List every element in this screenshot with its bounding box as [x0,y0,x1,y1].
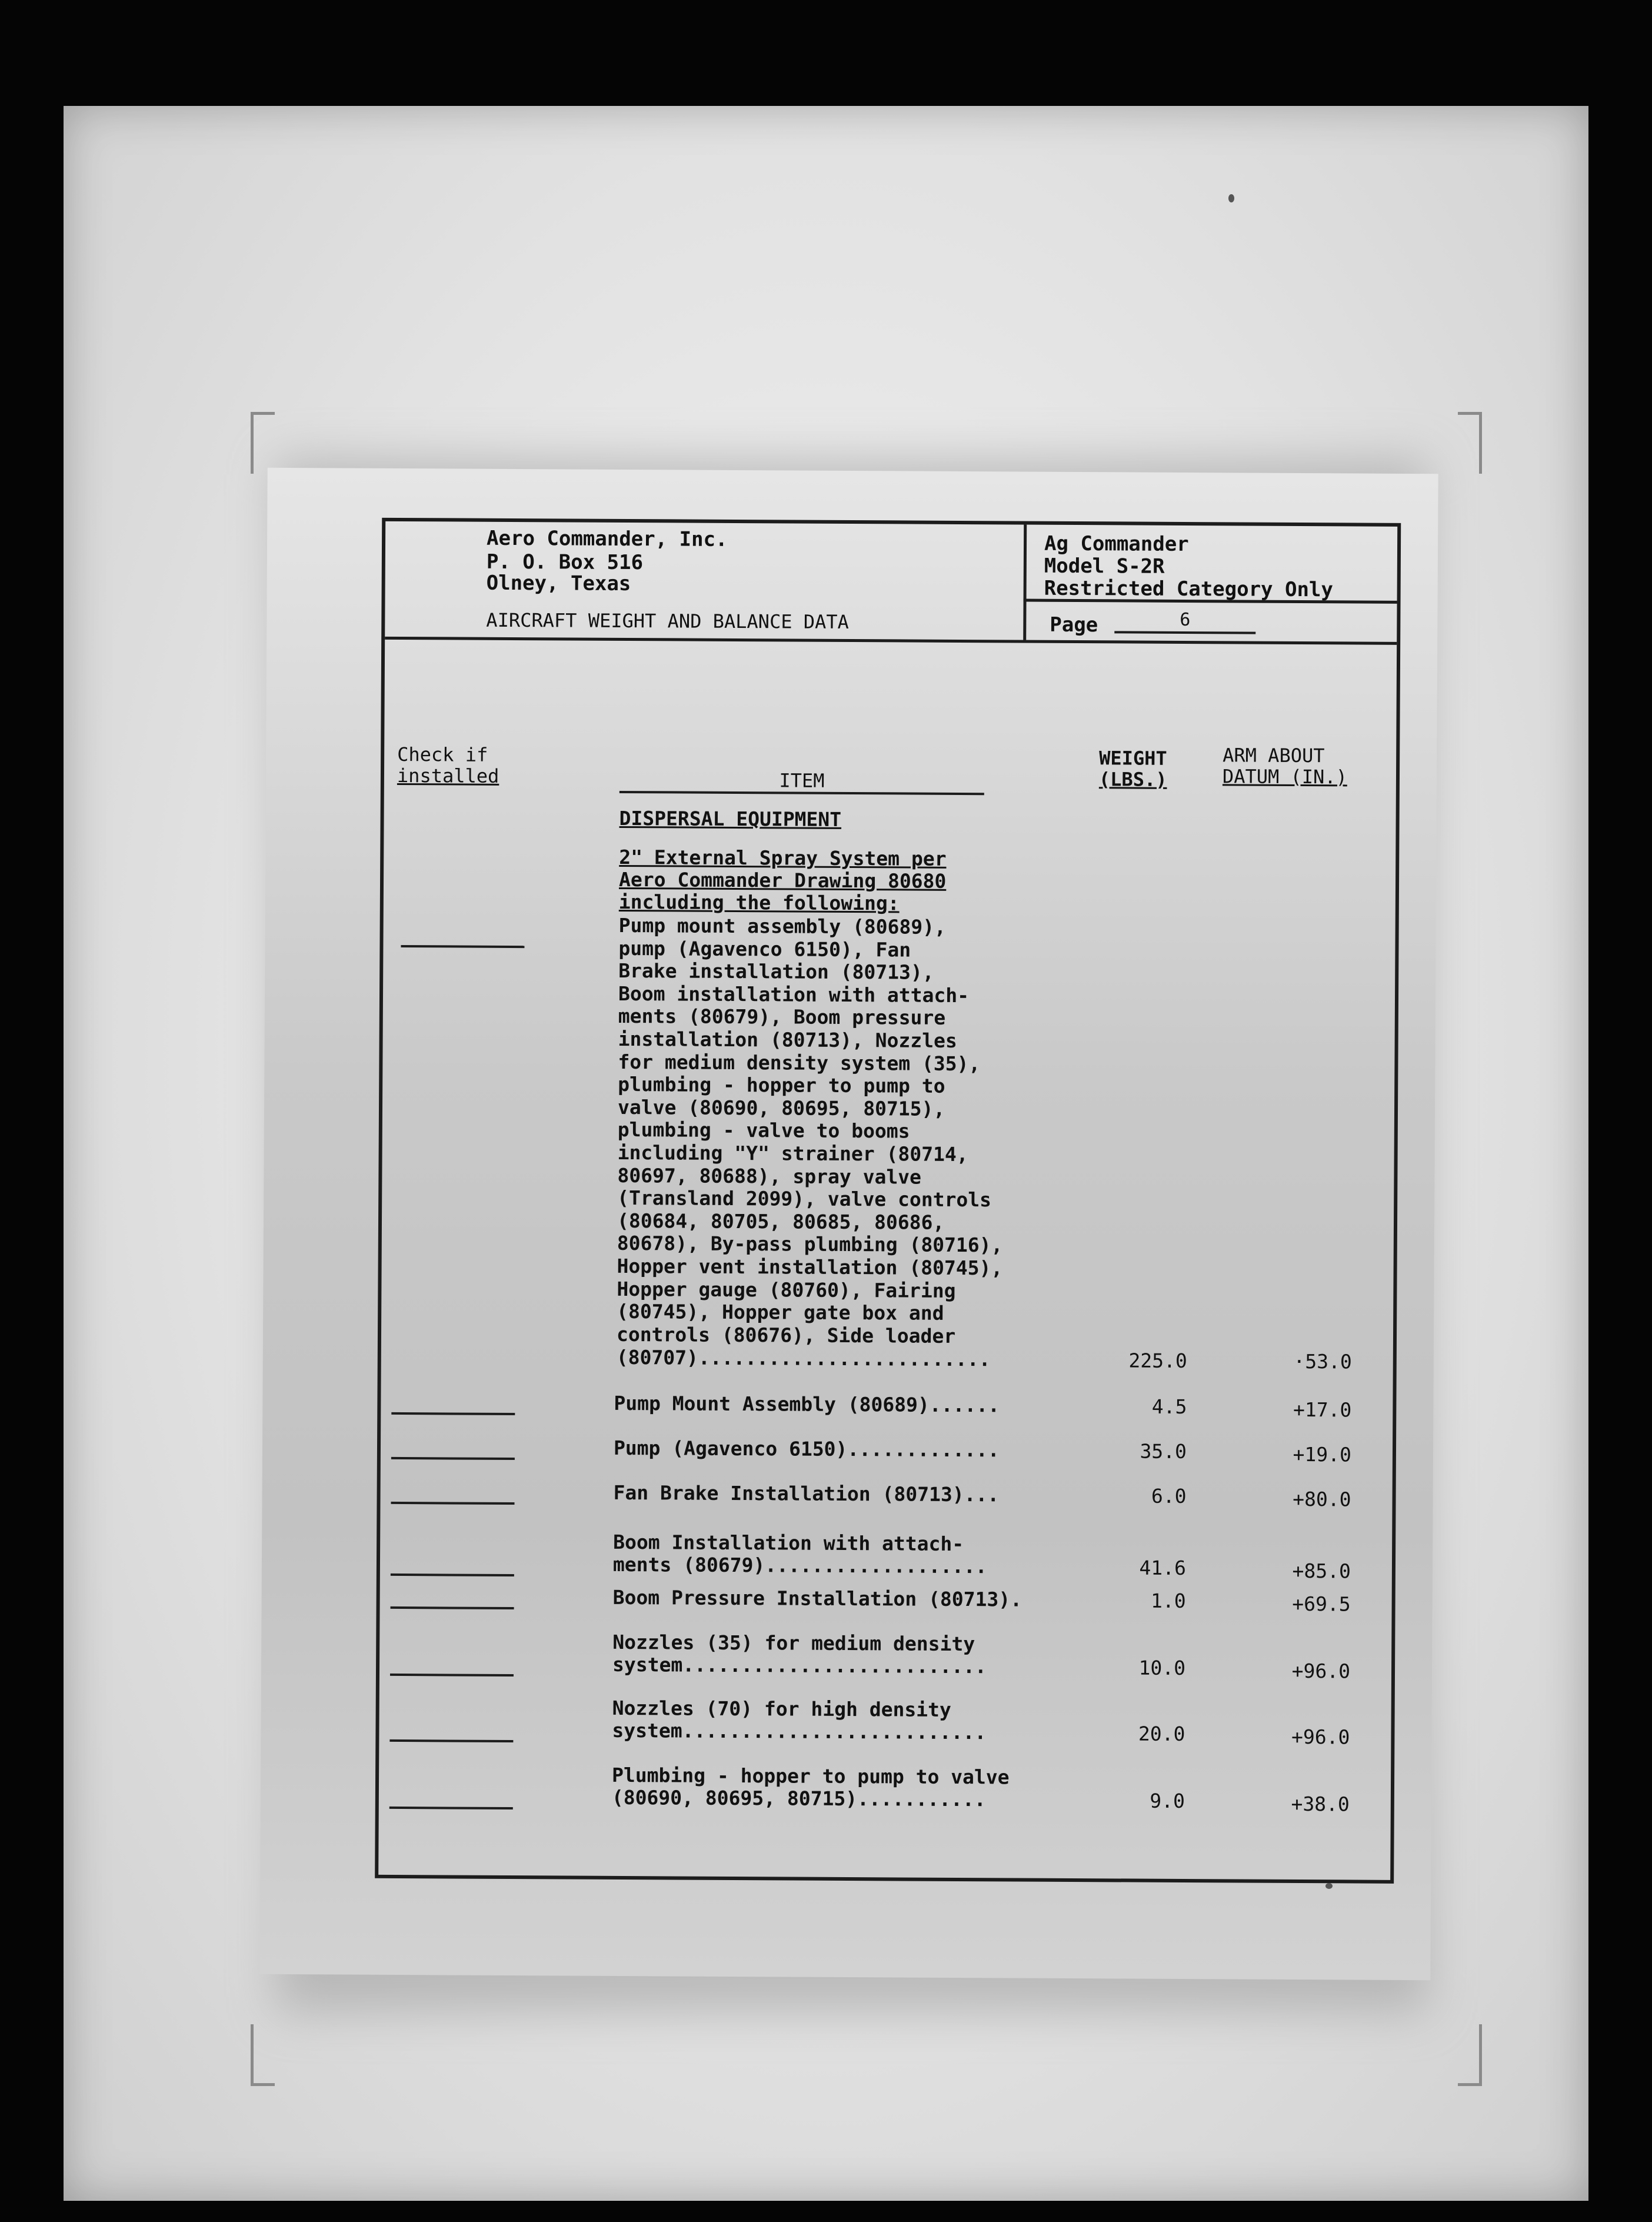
crop-mark-top-right [1458,412,1482,474]
model-line-3: Restricted Category Only [1044,576,1334,602]
photo-frame [64,106,1588,2201]
equipment-label: Nozzles (70) for high density system.......................... [612,1696,987,1744]
system-description: Pump mount assembly (80689), pump (Agavenco 6150), Fan Brake installation (80713), Boom installation with attach- ments (80679), Boom pressure installation (80713), Nozzles for medium density system (35), plumbing - hopper to pump to valve (80690, 80695, 80715), plumbing - valve to booms including "Y" strainer (80714, 80697, 80688), spray valve (Transland 2099), valve controls (80684, 80705, 80685, 80686, 80678), By-pass plumbing (80716), Hopper vent installation (80745), Hopper gauge (80760), Fairing (80745), Hopper gate box and controls (80676), Side loader [616,913,1003,1348]
equipment-row [381,1436,1393,1466]
crop-mark-bottom-left [251,2024,275,2086]
equipment-arm: +96.0 [1291,1659,1351,1683]
check-blank[interactable] [389,1807,513,1809]
weight-header-line-2: (LBS.) [1098,768,1167,791]
system-last-line: (80707)......................... [616,1345,991,1371]
page-label: Page [1050,613,1098,637]
document-sheet [259,468,1438,1980]
equipment-label: Pump (Agavenco 6150)............. [613,1436,1000,1462]
weight-header-line-1: WEIGHT [1099,747,1167,770]
crop-mark-bottom-right [1458,2024,1482,2086]
equipment-label: Boom Pressure Installation (80713). [612,1585,1022,1611]
check-blank[interactable] [391,1502,514,1505]
equipment-weight: 35.0 [1140,1439,1187,1463]
company-name: Aero Commander, Inc. [486,526,728,551]
check-blank[interactable] [391,1606,514,1609]
equipment-row [379,1630,1391,1683]
model-line-1: Ag Commander [1044,531,1189,557]
check-header-line-1: Check if [397,743,488,766]
item-header: ITEM [620,769,984,795]
equipment-label: Plumbing - hopper to pump to valve (80690, 80695, 80715)........... [611,1763,1010,1811]
system-check-blank[interactable] [401,945,524,948]
equipment-weight: 41.6 [1139,1556,1187,1580]
equipment-arm: +80.0 [1293,1487,1351,1511]
equipment-label: Boom Installation with attach- ments (80679)................... [612,1530,987,1578]
system-weight: 225.0 [1128,1349,1187,1373]
equipment-arm: +19.0 [1293,1442,1352,1466]
equipment-weight: 1.0 [1150,1589,1186,1613]
equipment-arm: +69.5 [1292,1592,1351,1616]
check-blank[interactable] [391,1412,515,1415]
equipment-label: Nozzles (35) for medium density system.......................... [612,1630,987,1678]
equipment-row [380,1530,1392,1583]
system-title-line-2: Aero Commander Drawing 80680 [618,867,947,893]
equipment-label: Fan Brake Installation (80713)... [613,1481,1000,1506]
smudge-mark [1228,194,1234,202]
equipment-arm: +96.0 [1291,1725,1350,1749]
equipment-arm: +38.0 [1291,1792,1350,1816]
page-number: 6 [1114,610,1255,634]
equipment-arm: +85.0 [1292,1559,1351,1583]
model-line-2: Model S-2R [1044,554,1165,578]
equipment-label: Pump Mount Assembly (80689)...... [614,1391,1000,1417]
equipment-row [379,1763,1391,1816]
equipment-weight: 9.0 [1150,1789,1185,1813]
equipment-weight: 6.0 [1151,1484,1187,1508]
smudge-mark [1325,1883,1333,1889]
equipment-row [381,1391,1393,1422]
equipment-row [379,1696,1391,1749]
header-divider [1023,525,1027,640]
equipment-row [381,1481,1393,1511]
check-blank[interactable] [391,1457,515,1460]
equipment-arm: +17.0 [1293,1398,1352,1422]
company-address-2: Olney, Texas [486,571,631,596]
arm-header-line-1: ARM ABOUT [1223,744,1325,767]
check-blank[interactable] [391,1574,514,1576]
check-blank[interactable] [389,1739,513,1742]
equipment-row [380,1585,1392,1616]
document-title: AIRCRAFT WEIGHT AND BALANCE DATA [486,608,849,633]
equipment-weight: 20.0 [1138,1722,1185,1746]
equipment-weight: 10.0 [1138,1656,1186,1680]
form-border [375,518,1401,1884]
system-title-line-1: 2" External Spray System per [619,845,947,870]
equipment-weight: 4.5 [1151,1395,1187,1419]
check-blank[interactable] [390,1674,514,1677]
arm-header-line-2: DATUM (IN.) [1222,765,1348,789]
crop-mark-top-left [251,412,275,474]
system-title-line-3: including the following: [618,890,900,915]
section-title: DISPERSAL EQUIPMENT [619,806,842,831]
company-address-1: P. O. Box 516 [486,550,644,575]
check-header-line-2: installed [397,764,499,787]
form-header [385,521,1397,645]
system-arm: ·53.0 [1293,1349,1352,1373]
